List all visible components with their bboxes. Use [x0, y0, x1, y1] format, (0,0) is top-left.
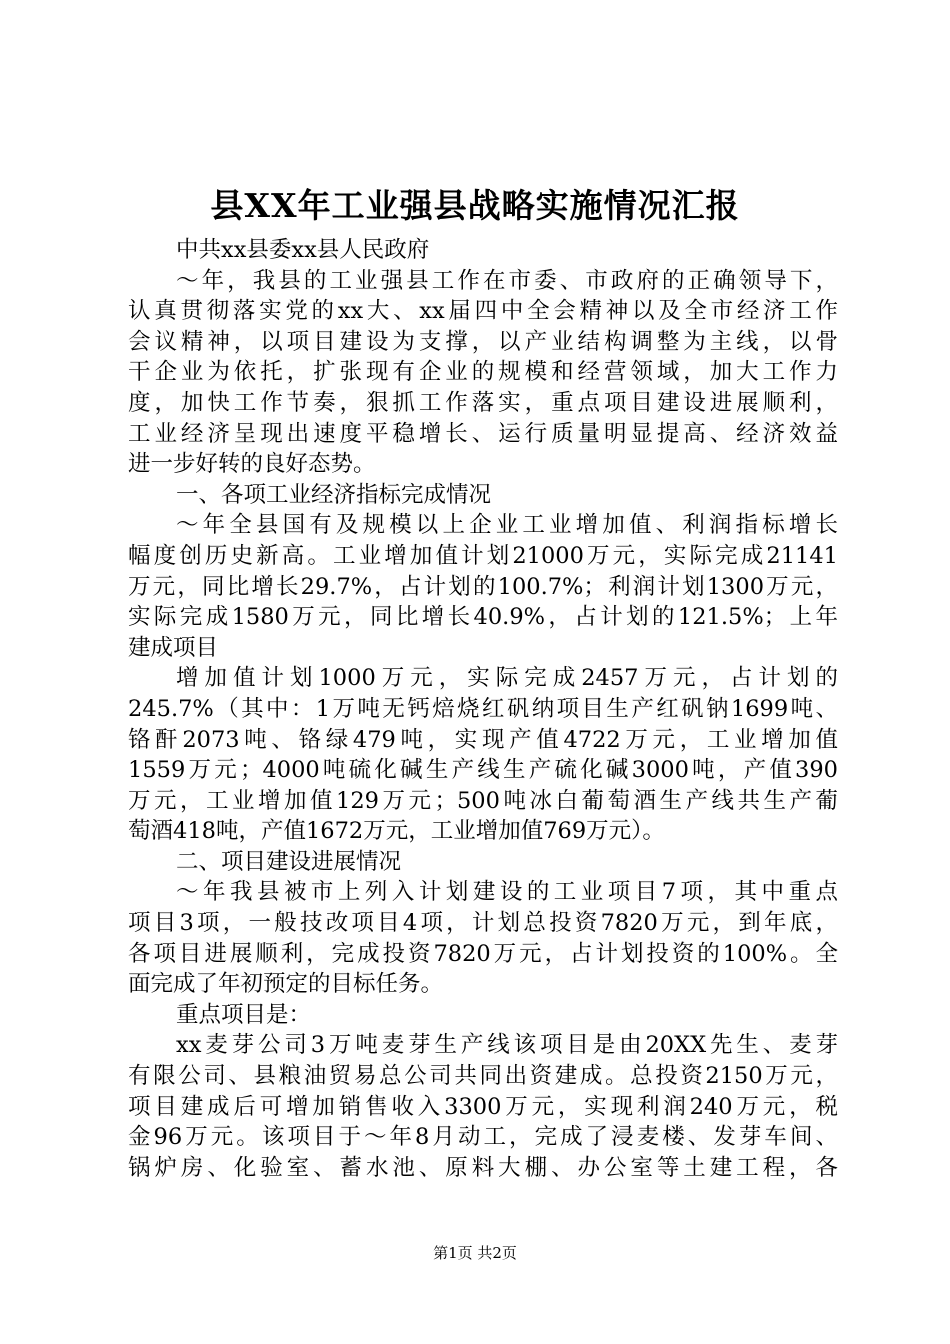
- text-line: 金96万元。该项目于～年8月动工，完成了浸麦楼、发芽车间、: [128, 1124, 838, 1151]
- text-line: 建成项目: [128, 634, 219, 661]
- text-line: 幅度创历史新高。工业增加值计划21000万元，实际完成21141: [128, 542, 838, 569]
- text-line: 增加值计划1000万元，实际完成2457万元，占计划的: [176, 665, 838, 692]
- text-line: 会议精神，以项目建设为支撑，以产业结构调整为主线，以骨: [128, 328, 838, 355]
- page-footer: 第1页 共2页: [433, 1244, 517, 1262]
- text-line: 一、各项工业经济指标完成情况: [176, 481, 492, 508]
- text-line: xx麦芽公司3万吨麦芽生产线该项目是由20XX先生、麦芽: [176, 1032, 838, 1059]
- text-line: 重点项目是：: [176, 1001, 312, 1028]
- text-line: 各项目进展顺利，完成投资7820万元，占计划投资的100%。全: [128, 940, 838, 967]
- text-line: ～年全县国有及规模以上企业工业增加值、利润指标增长: [176, 512, 838, 539]
- text-line: 实际完成1580万元，同比增长40.9%，占计划的121.5%；上年: [128, 604, 838, 631]
- text-line: 锅炉房、化验室、蓄水池、原料大棚、办公室等土建工程，各: [128, 1154, 838, 1181]
- text-line: 项目3项，一般技改项目4项，计划总投资7820万元，到年底，: [128, 910, 838, 937]
- text-line: 二、项目建设进展情况: [176, 848, 402, 875]
- text-line: 工业经济呈现出速度平稳增长、运行质量明显提高、经济效益: [128, 420, 838, 447]
- text-line: ～年，我县的工业强县工作在市委、市政府的正确领导下，: [176, 267, 838, 294]
- document-title: 县XX年工业强县战略实施情况汇报: [210, 186, 740, 225]
- text-line: 萄酒418吨，产值1672万元，工业增加值769万元）。: [128, 818, 665, 845]
- text-line: 面完成了年初预定的目标任务。: [128, 971, 444, 998]
- text-line: ～年我县被市上列入计划建设的工业项目7项，其中重点: [176, 879, 838, 906]
- text-line: 铬酐2073吨、铬绿479吨，实现产值4722万元，工业增加值: [128, 726, 838, 753]
- text-line: 度，加快工作节奏，狠抓工作落实，重点项目建设进展顺利，: [128, 389, 838, 416]
- text-line: 245.7%（其中：1万吨无钙焙烧红矾纳项目生产红矾钠1699吨、: [128, 695, 838, 722]
- document-body: [128, 235, 838, 1183]
- text-line: 认真贯彻落实党的xx大、xx届四中全会精神以及全市经济工作: [128, 298, 838, 325]
- text-line: 进一步好转的良好态势。: [128, 451, 376, 478]
- text-line: 万元，同比增长29.7%，占计划的100.7%；利润计划1300万元，: [128, 573, 838, 600]
- text-line: 有限公司、县粮油贸易总公司共同出资建成。总投资2150万元，: [128, 1063, 838, 1090]
- text-line: 干企业为依托，扩张现有企业的规模和经营领域，加大工作力: [128, 359, 838, 386]
- text-line: 1559万元；4000吨硫化碱生产线生产硫化碱3000吨，产值390: [128, 757, 838, 784]
- text-line: 项目建成后可增加销售收入3300万元，实现利润240万元，税: [128, 1093, 838, 1120]
- text-line: 万元，工业增加值129万元；500吨冰白葡萄酒生产线共生产葡: [128, 787, 838, 814]
- text-line: 中共xx县委xx县人民政府: [176, 237, 430, 263]
